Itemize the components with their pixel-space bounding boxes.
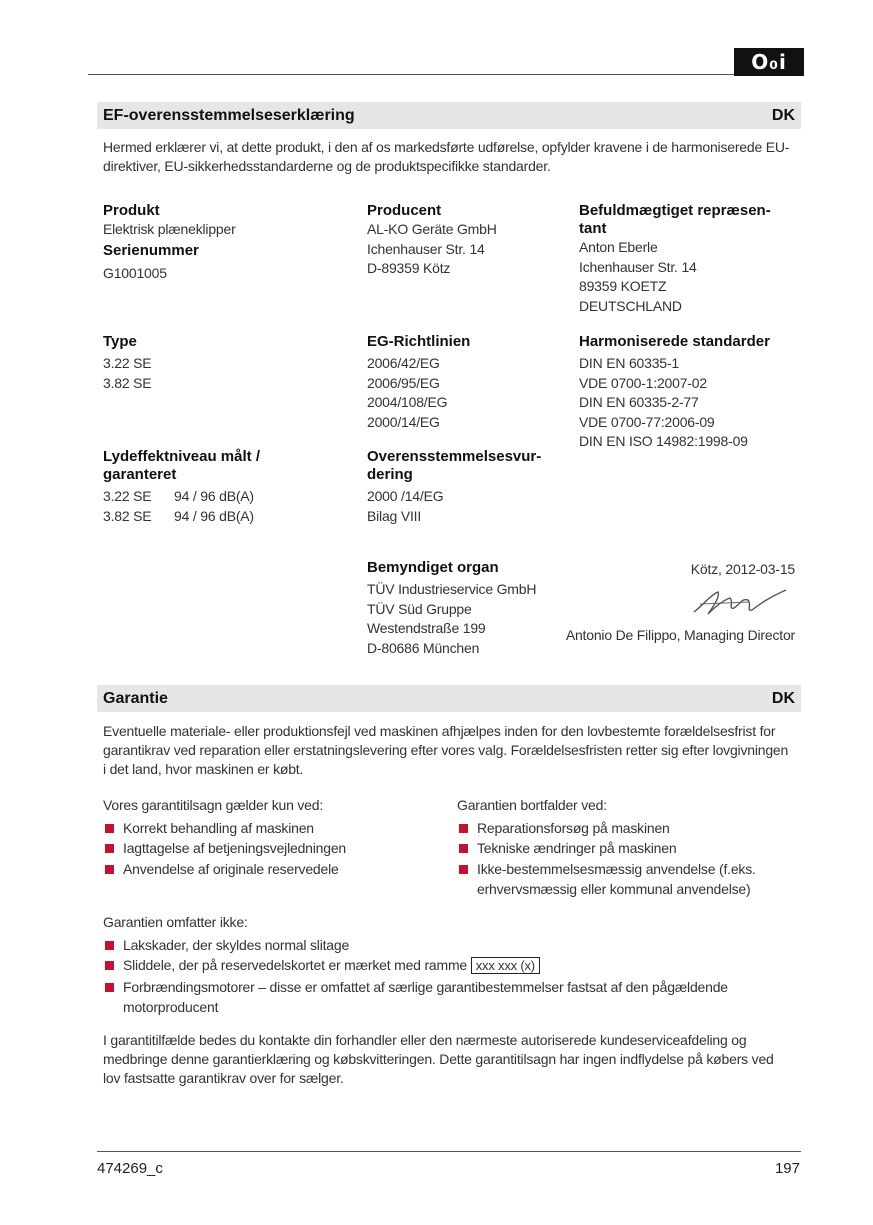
sound-label: Lydeffektniveau målt / garanteret: [103, 448, 260, 483]
product-block: [103, 202, 343, 283]
representative-line: DEUTSCHLAND: [579, 297, 682, 314]
directives-label: EG-Richtlinien: [367, 333, 471, 350]
representative-line: Anton Eberle: [579, 239, 658, 255]
sound-model: 3.82 SE: [103, 507, 152, 524]
warranty-valid-block: [103, 796, 443, 879]
declaration-intro: Hermed erklærer vi, at dette produkt, i den af os markedsførte udførelse, opfylder kravene i de harmoniserede EU-direktiver, EU-sikkerhedsstandarderne og de produktspecifikke standarder.: [103, 139, 790, 174]
notified-line: D-80686 München: [367, 639, 480, 656]
warranty-void-list: [457, 818, 793, 900]
directive-line: 2004/108/EG: [367, 394, 448, 410]
notified-line: TÜV Industrieservice GmbH: [367, 581, 537, 597]
standard-line: VDE 0700-77:2006-09: [579, 413, 715, 430]
producer-label: Producent: [367, 202, 442, 219]
product-value: Elektrisk plæneklipper: [103, 221, 236, 237]
warranty-title: Garantie: [103, 690, 168, 707]
warranty-intro: Eventuelle materiale- eller produktionsfejl ved maskinen afhjælpes inden for den lovbestemte forældelsesfrist for garantikrav ved reparation eller erstatningslevering efter vores valg. Forældelsesfristen retter sig efter lovgivningen i det land, hvor maskinen er købt.: [103, 723, 789, 777]
sound-value: 94 / 96 dB(A): [174, 507, 254, 524]
header-rule: [88, 74, 734, 75]
page-number: 197: [774, 1160, 800, 1177]
warranty-closing: I garantitilfælde bedes du kontakte din forhandler eller den nærmeste autoriserede kundeserviceafdeling og medbringe denne garantierklæring og købskvitteringen. Dette garantitilsagn har ingen indflydelse på købers ved lov fastsatte garantikrav over for sælger.: [103, 1032, 774, 1086]
warranty-exclusions-label: Garantien omfatter ikke:: [103, 914, 248, 930]
notified-line: Westendstraße 199: [367, 620, 486, 636]
exclusion-text: Sliddele, der på reservedelskortet er mærket med ramme: [123, 957, 468, 973]
sound-row: [103, 507, 273, 527]
notified-block: [367, 559, 577, 658]
serial-value: G1001005: [103, 264, 167, 281]
warranty-void-label: Garantien bortfalder ved:: [457, 797, 607, 813]
directive-line: 2006/95/EG: [367, 374, 440, 391]
list-item: Ikke-bestemmelsesmæssig anvendelse (f.eks. erhvervsmæssig eller kommunal anvendelse): [457, 859, 793, 900]
list-item: Anvendelse af originale reservedele: [103, 859, 443, 880]
wear-part-frame: xxx xxx (x): [471, 957, 540, 974]
sound-value: 94 / 96 dB(A): [174, 488, 254, 504]
type-block: [103, 333, 343, 393]
standard-line: VDE 0700-1:2007-02: [579, 374, 707, 391]
warranty-country: DK: [771, 690, 795, 707]
directive-line: 2006/42/EG: [367, 355, 440, 371]
standard-line: DIN EN 60335-1: [579, 355, 679, 371]
place-date: Kötz, 2012-03-15: [690, 561, 795, 577]
sound-model: 3.22 SE: [103, 488, 152, 504]
standards-block: [579, 333, 794, 452]
representative-line: Ichenhauser Str. 14: [579, 258, 697, 275]
representative-block: [579, 202, 794, 316]
sound-row: [103, 487, 273, 507]
declaration-header: [97, 102, 801, 129]
list-item: Lakskader, der skyldes normal slitage: [103, 935, 793, 956]
serial-label: Serienummer: [103, 241, 199, 259]
operating-info-logo: O₀i: [734, 48, 804, 76]
notified-line: TÜV Süd Gruppe: [367, 600, 472, 617]
list-item: Forbrændingsmotorer – disse er omfattet af særlige garantibestemmelser fastsat af den pågældende motorproducent: [103, 977, 793, 1018]
doc-number: 474269_c: [97, 1160, 163, 1177]
warranty-valid-list: [103, 818, 443, 880]
list-item: Korrekt behandling af maskinen: [103, 818, 443, 839]
product-label: Produkt: [103, 202, 160, 219]
conformity-block: [367, 448, 562, 526]
list-item: Iagttagelse af betjeningsvejledningen: [103, 838, 443, 859]
conformity-label: Overensstemmelsesvur-dering: [367, 448, 542, 483]
standards-label: Harmoniserede standarder: [579, 333, 770, 350]
sound-block: [103, 448, 273, 526]
type-line: 3.22 SE: [103, 355, 152, 371]
standard-line: DIN EN ISO 14982:1998-09: [579, 433, 748, 449]
directives-block: [367, 333, 567, 432]
conformity-line: 2000 /14/EG: [367, 488, 444, 504]
signatory: Antonio De Filippo, Managing Director: [565, 627, 795, 643]
directive-line: 2000/14/EG: [367, 413, 440, 430]
type-label: Type: [103, 333, 137, 350]
warranty-valid-label: Vores garantitilsagn gælder kun ved:: [103, 797, 324, 813]
type-line: 3.82 SE: [103, 374, 152, 391]
producer-block: [367, 202, 567, 279]
warranty-exclusions-block: [103, 913, 793, 1018]
producer-line: Ichenhauser Str. 14: [367, 240, 485, 257]
warranty-void-block: [457, 796, 793, 900]
list-item: Reparationsforsøg på maskinen: [457, 818, 793, 839]
producer-line: AL-KO Geräte GmbH: [367, 221, 497, 237]
declaration-title: EF-overensstemmelseserklæring: [103, 107, 355, 124]
signature: [690, 584, 790, 620]
footer-rule: [97, 1151, 801, 1152]
warranty-header: [97, 685, 801, 712]
conformity-line: Bilag VIII: [367, 507, 422, 524]
representative-line: 89359 KOETZ: [579, 278, 667, 294]
list-item: [103, 955, 793, 977]
producer-line: D-89359 Kötz: [367, 260, 451, 276]
notified-label: Bemyndiget organ: [367, 559, 499, 576]
warranty-exclusions-list: [103, 935, 793, 1018]
standard-line: DIN EN 60335-2-77: [579, 394, 699, 410]
representative-label: Befuldmægtiget repræsen-tant: [579, 202, 771, 237]
list-item: Tekniske ændringer på maskinen: [457, 838, 793, 859]
declaration-country: DK: [771, 107, 795, 124]
